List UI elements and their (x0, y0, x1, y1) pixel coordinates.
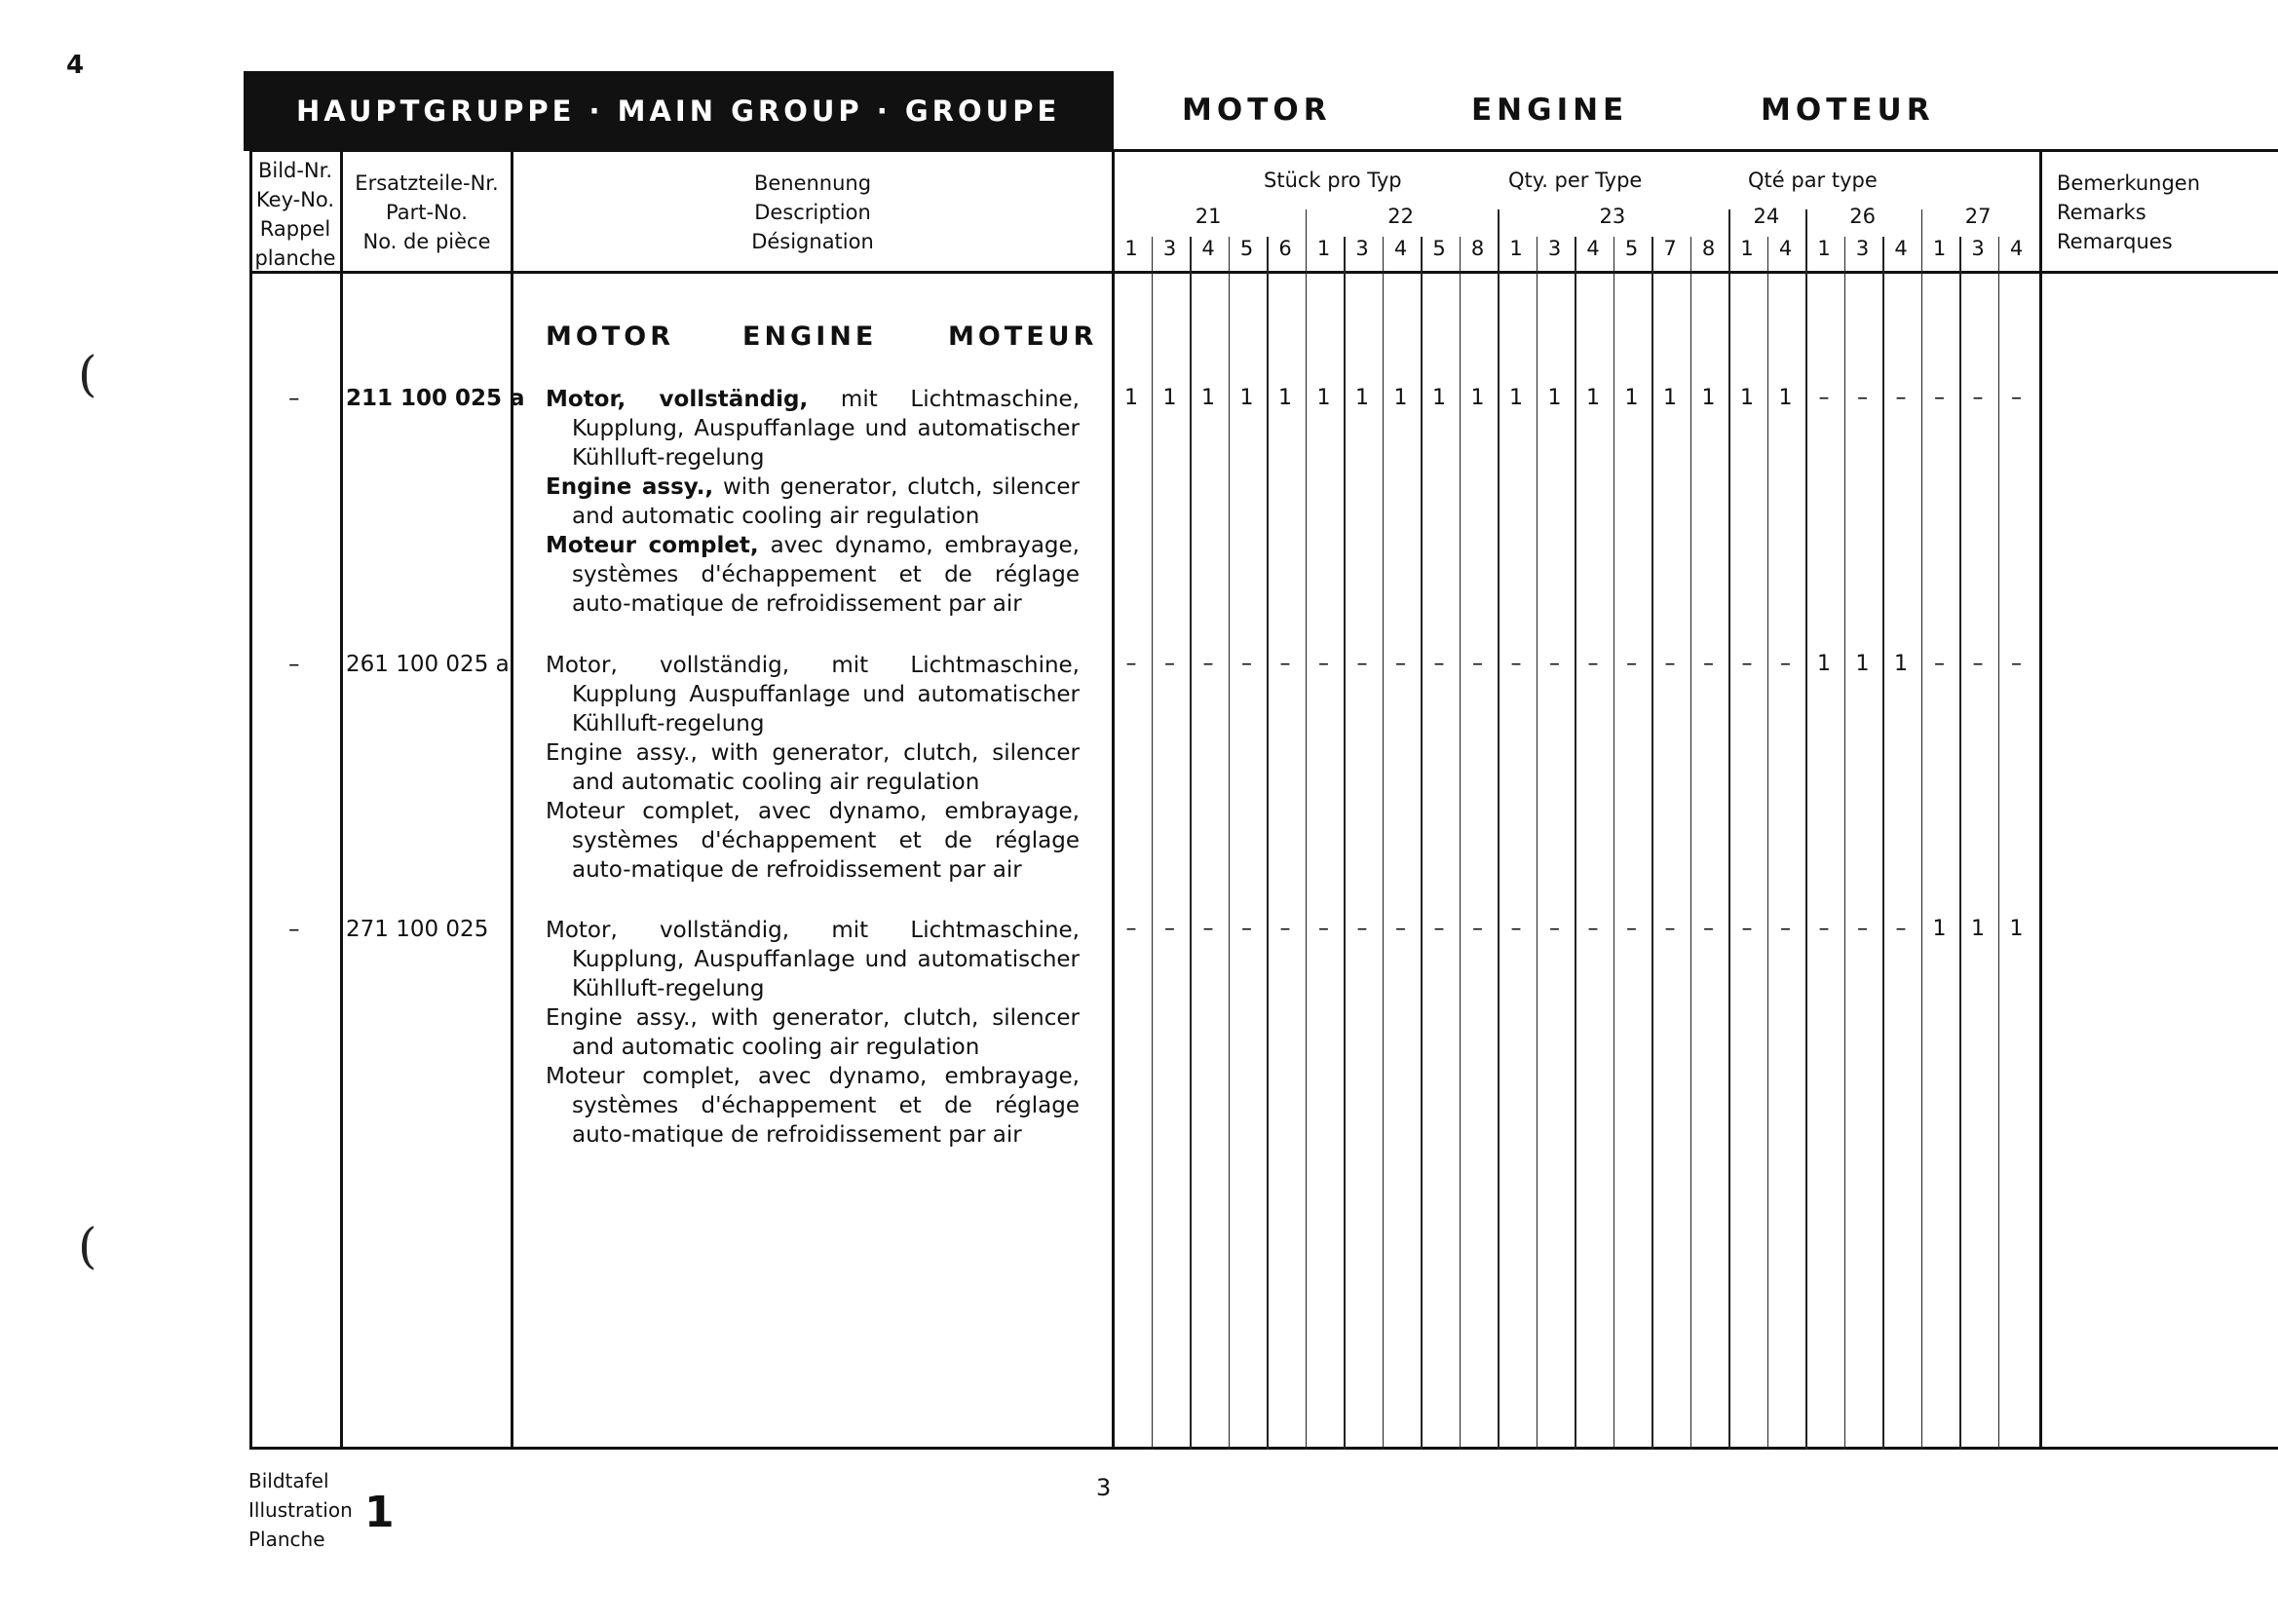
qty-cell: – (1895, 917, 1907, 941)
qty-cell: 1 (1894, 652, 1908, 676)
header-title-fr: MOTEUR (1761, 93, 1935, 128)
row-key-number: – (288, 917, 300, 942)
qty-cell: 1 (1393, 386, 1408, 410)
binder-hole-icon: ( (78, 1218, 97, 1274)
sub-column-number: 4 (1586, 237, 1600, 260)
qty-cell: – (1125, 652, 1137, 676)
page-number-top: 4 (66, 51, 85, 80)
qty-cell: – (1510, 917, 1522, 941)
qty-header-de: Stück pro Typ (1264, 169, 1402, 192)
qty-cell: – (1818, 386, 1830, 410)
qty-cell: 1 (1509, 386, 1523, 410)
qty-cell: – (1780, 917, 1791, 941)
sub-column-number: 5 (1239, 237, 1254, 260)
qty-cell: 1 (1932, 917, 1947, 941)
qty-cell: 1 (2009, 917, 2024, 941)
qty-cell: – (1164, 917, 1175, 941)
qty-cell: – (1433, 917, 1445, 941)
qty-cell: – (1934, 386, 1945, 410)
qty-cell: – (1433, 652, 1445, 676)
section-title-fr: MOTEUR (948, 321, 1098, 352)
qty-cell: – (1472, 652, 1483, 676)
sub-column-number: 4 (1393, 237, 1408, 260)
sub-column-number: 5 (1624, 237, 1639, 260)
type-group-label: 26 (1849, 205, 1876, 228)
type-group-label: 27 (1964, 205, 1992, 228)
qty-cell: – (1664, 917, 1676, 941)
row-description: Motor, vollständig, mit Lichtmaschine, Kupplung, Auspuffanlage und automatischer Kühlluft-regelung Engine assy., with generator, clutch, silencer and automatic cooling air regulation Moteur complet, avec dynamo, embrayage, systèmes d'échappement et de réglage auto-matique de refroidissement par air (546, 918, 1080, 1148)
qty-cell: – (1857, 917, 1868, 941)
sub-column-number: 8 (1701, 237, 1716, 260)
qty-cell: – (2011, 386, 2022, 410)
qty-cell: 1 (1817, 652, 1831, 676)
section-title-de: MOTOR (546, 321, 674, 352)
sub-column-number: 7 (1663, 237, 1677, 260)
qty-cell: – (1125, 917, 1137, 941)
qty-cell: 1 (1355, 386, 1369, 410)
sub-column-number: 3 (1355, 237, 1369, 260)
qty-cell: – (1356, 917, 1368, 941)
qty-cell: – (1318, 917, 1329, 941)
qty-cell: – (1664, 652, 1676, 676)
qty-cell: – (1202, 917, 1214, 941)
qty-cell: – (1241, 652, 1252, 676)
qty-cell: – (1818, 917, 1830, 941)
qty-cell: 1 (1239, 386, 1254, 410)
qty-cell: – (1318, 652, 1329, 676)
illustration-footer: Bildtafel Illustration Planche (248, 1469, 353, 1551)
qty-cell: 1 (1162, 386, 1177, 410)
sub-column-number: 1 (1740, 237, 1754, 260)
title-bar-text: HAUPTGRUPPE · MAIN GROUP · GROUPE (296, 94, 1061, 128)
qty-cell: – (1549, 652, 1560, 676)
remarks-column-header: Bemerkungen Remarks Remarques (2057, 171, 2201, 253)
sub-column-number: 1 (1932, 237, 1947, 260)
qty-cell: 1 (1663, 386, 1677, 410)
qty-cell: – (1510, 652, 1522, 676)
sub-column-number: 4 (1778, 237, 1793, 260)
qty-cell: 1 (1778, 386, 1793, 410)
qty-cell: 1 (1586, 386, 1600, 410)
sub-column-number: 3 (1547, 237, 1562, 260)
qty-cell: 1 (1124, 386, 1138, 410)
qty-cell: 1 (1547, 386, 1562, 410)
row-key-number: – (288, 652, 300, 677)
qty-cell: – (1857, 386, 1868, 410)
sub-column-number: 5 (1432, 237, 1446, 260)
qty-header-fr: Qté par type (1748, 169, 1878, 192)
header-title-de: MOTOR (1182, 93, 1332, 128)
qty-cell: – (1703, 652, 1714, 676)
qty-cell: – (1241, 917, 1252, 941)
part-column-header: Ersatzteile-Nr. Part-No. No. de pièce (355, 171, 499, 253)
title-bar-group-number: 1 (1119, 89, 1151, 133)
sub-column-number: 1 (1509, 237, 1523, 260)
type-group-label: 23 (1599, 205, 1626, 228)
sub-column-number: 3 (1971, 237, 1985, 260)
description-column-header: Benennung Description Désignation (751, 171, 874, 253)
sub-column-number: 4 (2009, 237, 2024, 260)
qty-cell: 1 (1278, 386, 1292, 410)
qty-cell: – (1972, 652, 1984, 676)
sub-column-number: 4 (1201, 237, 1215, 260)
sub-column-number: 3 (1162, 237, 1177, 260)
qty-cell: 1 (1624, 386, 1639, 410)
row-key-number: – (288, 386, 300, 411)
qty-cell: – (1279, 652, 1291, 676)
qty-cell: – (1587, 652, 1599, 676)
qty-cell: – (1626, 652, 1637, 676)
title-bar (244, 71, 1151, 151)
type-group-label: 22 (1387, 205, 1414, 228)
qty-cell: – (1279, 917, 1291, 941)
qty-cell: – (1395, 917, 1406, 941)
qty-cell: – (2011, 652, 2022, 676)
qty-cell: – (1202, 652, 1214, 676)
type-group-label: 21 (1195, 205, 1222, 228)
qty-cell: 1 (1432, 386, 1446, 410)
qty-cell: – (1972, 386, 1984, 410)
qty-cell: – (1549, 917, 1560, 941)
row-part-number: 271 100 025 (346, 917, 489, 942)
row-part-number: 261 100 025 a (346, 652, 510, 677)
qty-cell: – (1587, 917, 1599, 941)
sub-column-number: 4 (1894, 237, 1908, 260)
sub-column-number: 1 (1124, 237, 1138, 260)
section-title-en: ENGINE (742, 321, 878, 352)
qty-cell: – (1895, 386, 1907, 410)
qty-cell: 1 (1740, 386, 1754, 410)
qty-cell: 1 (1855, 652, 1870, 676)
row-description: Motor, vollständig, mit Lichtmaschine, Kupplung Auspuffanlage und automatischer Kühlluft-regelung Engine assy., with generator, clutch, silencer and automatic cooling air regulation Moteur complet, avec dynamo, embrayage, systèmes d'échappement et de réglage auto-matique de refroidissement par air (546, 653, 1080, 883)
qty-cell: 1 (1971, 917, 1985, 941)
page-number-bottom: 3 (1096, 1474, 1112, 1501)
qty-cell: 1 (1470, 386, 1485, 410)
qty-cell: – (1780, 652, 1791, 676)
key-column-header: Bild-Nr. Key-No. Rappel planche (254, 159, 336, 270)
qty-cell: 1 (1201, 386, 1215, 410)
row-description: Motor, vollständig, mit Lichtmaschine, Kupplung, Auspuffanlage und automatischer Kühlluft-regelung Engine assy., with generator, clutch, silencer and automatic cooling air regulation Moteur complet, avec dynamo, embrayage, systèmes d'échappement et de réglage auto-matique de refroidissement par air (546, 387, 1080, 617)
sub-column-number: 8 (1470, 237, 1485, 260)
qty-cell: – (1741, 917, 1753, 941)
sub-column-number: 3 (1855, 237, 1870, 260)
qty-cell: – (1356, 652, 1368, 676)
row-part-number: 211 100 025 a (346, 386, 525, 411)
qty-cell: – (1934, 652, 1945, 676)
qty-cell: – (1703, 917, 1714, 941)
sub-column-number: 6 (1278, 237, 1292, 260)
qty-cell: 1 (1701, 386, 1716, 410)
type-group-label: 24 (1753, 205, 1780, 228)
qty-cell: – (1395, 652, 1406, 676)
qty-cell: – (1626, 917, 1637, 941)
qty-cell: 1 (1316, 386, 1331, 410)
illustration-number: 1 (364, 1488, 395, 1537)
qty-cell: – (1164, 652, 1175, 676)
qty-cell: – (1472, 917, 1483, 941)
sub-column-number: 1 (1817, 237, 1831, 260)
qty-header-en: Qty. per Type (1508, 169, 1643, 192)
qty-cell: – (1741, 652, 1753, 676)
sub-column-number: 1 (1316, 237, 1331, 260)
header-title-en: ENGINE (1471, 93, 1629, 128)
binder-hole-icon: ( (78, 346, 97, 402)
